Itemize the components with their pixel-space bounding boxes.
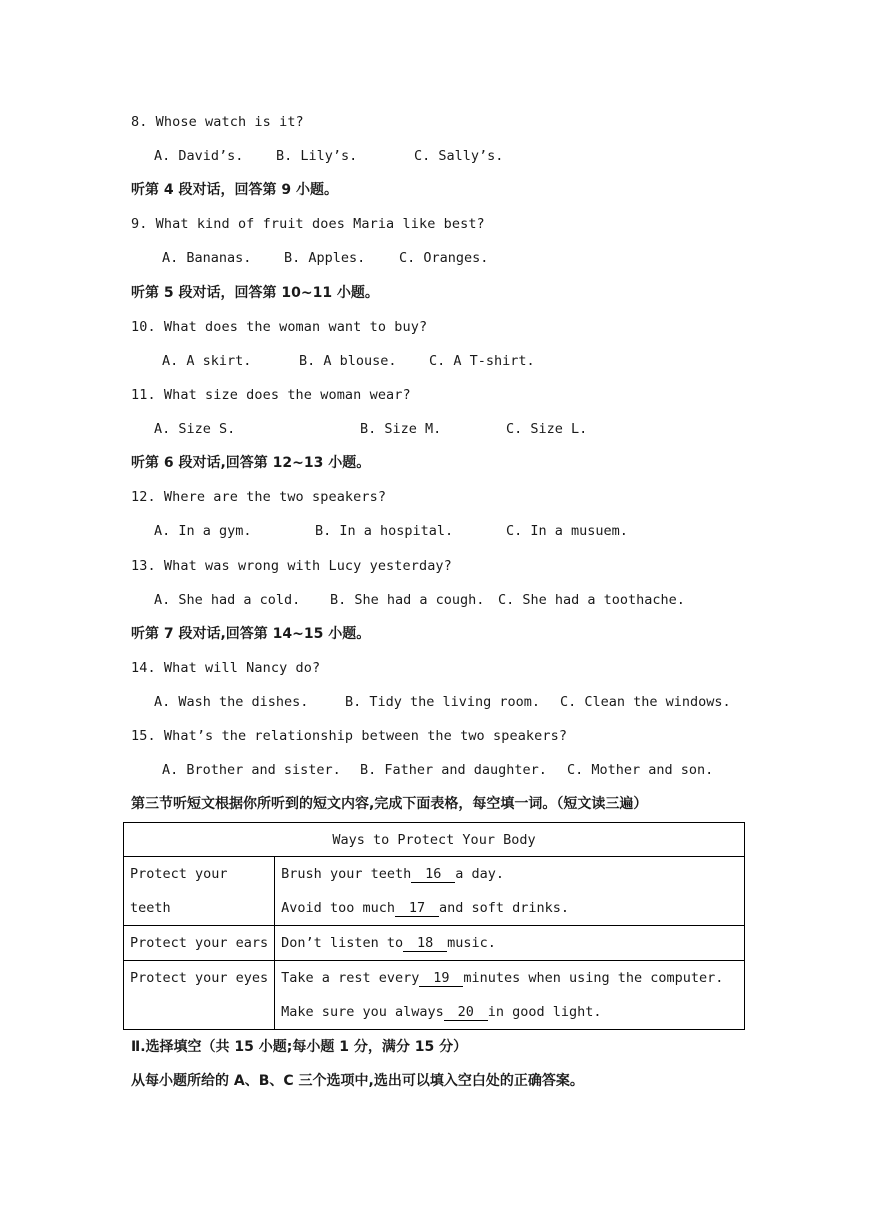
q13-option-b: B. She had a cough. [330, 592, 485, 608]
q15-option-a: A. Brother and sister. [162, 762, 341, 778]
row-content-teeth [275, 857, 745, 926]
q10-option-a: A. A skirt. [162, 353, 252, 369]
q12-option-b: B. In a hospital. [315, 523, 454, 539]
q14-option-b: B. Tidy the living room. [345, 694, 541, 710]
table-row [124, 961, 745, 1030]
q12-option-a: A. In a gym. [154, 523, 252, 539]
table-row [124, 857, 745, 926]
q14-option-a: A. Wash the dishes. [154, 694, 309, 710]
q11-option-b: B. Size M. [360, 421, 442, 437]
blank-16: 16 [411, 866, 455, 883]
row-label-eyes [124, 961, 275, 1030]
sentence-text: Don’t listen to [281, 935, 404, 951]
row-label-teeth [124, 857, 275, 926]
question-15: 15. What’s the relationship between the two speakers? [131, 728, 568, 744]
row-label-line: Protect your eyes [130, 970, 269, 986]
blank-17: 17 [395, 900, 439, 917]
sentence-text: Take a rest every [281, 970, 420, 986]
sentence-text: in good light. [487, 1004, 602, 1020]
q12-option-c: C. In a musuem. [506, 523, 628, 539]
q8-option-b: B. Lily’s. [276, 148, 358, 164]
q10-option-c: C. A T-shirt. [429, 353, 535, 369]
q11-option-a: A. Size S. [154, 421, 236, 437]
row-label-line: Protect your [130, 866, 228, 882]
q13-option-a: A. She had a cold. [154, 592, 301, 608]
q14-option-c: C. Clean the windows. [560, 694, 731, 710]
question-13: 13. What was wrong with Lucy yesterday? [131, 558, 452, 574]
sentence-text: minutes when using the computer. [463, 970, 724, 986]
q9-option-b: B. Apples. [284, 250, 366, 266]
heading-dialog-4: 听第 4 段对话，回答第 9 小题。 [131, 182, 338, 198]
blank-19: 19 [419, 970, 463, 987]
q15-option-b: B. Father and daughter. [360, 762, 547, 778]
question-14: 14. What will Nancy do? [131, 660, 321, 676]
q15-option-c: C. Mother and son. [567, 762, 714, 778]
question-10: 10. What does the woman want to buy? [131, 319, 428, 335]
q8-option-a: A. David’s. [154, 148, 244, 164]
q9-option-a: A. Bananas. [162, 250, 252, 266]
sentence-text: Make sure you always [281, 1004, 444, 1020]
table-title: Ways to Protect Your Body [124, 823, 745, 857]
heading-part-2: Ⅱ.选择填空（共 15 小题;每小题 1 分，满分 15 分） [131, 1039, 468, 1055]
sentence-text: a day. [455, 866, 504, 882]
q8-option-c: C. Sally’s. [414, 148, 504, 164]
row-label-line: Protect your ears [130, 935, 269, 951]
q13-option-c: C. She had a toothache. [498, 592, 685, 608]
row-content-ears [275, 926, 745, 961]
q9-option-c: C. Oranges. [399, 250, 489, 266]
sentence-text: and soft drinks. [438, 900, 570, 916]
heading-dialog-6: 听第 6 段对话,回答第 12~13 小题。 [131, 455, 371, 471]
row-label-line: teeth [130, 900, 171, 916]
heading-section-3: 第三节听短文根据你所听到的短文内容,完成下面表格，每空填一词。（短文读三遍） [131, 796, 648, 812]
question-11: 11. What size does the woman wear? [131, 387, 411, 403]
q10-option-b: B. A blouse. [299, 353, 397, 369]
q11-option-c: C. Size L. [506, 421, 588, 437]
sentence-text: music. [447, 935, 496, 951]
heading-dialog-5: 听第 5 段对话，回答第 10~11 小题。 [131, 285, 379, 301]
part-2-instructions: 从每小题所给的 A、B、C 三个选项中,选出可以填入空白处的正确答案。 [131, 1073, 584, 1089]
sentence-text: Avoid too much [281, 900, 395, 916]
heading-dialog-7: 听第 7 段对话,回答第 14~15 小题。 [131, 626, 371, 642]
blank-20: 20 [444, 1004, 488, 1021]
row-content-eyes [275, 961, 745, 1030]
row-label-ears [124, 926, 275, 961]
table-row [124, 926, 745, 961]
question-9: 9. What kind of fruit does Maria like best? [131, 216, 485, 232]
ways-table [123, 822, 745, 1030]
question-12: 12. Where are the two speakers? [131, 489, 387, 505]
sentence-text: Brush your teeth [281, 866, 412, 882]
blank-18: 18 [403, 935, 447, 952]
question-8: 8. Whose watch is it? [131, 114, 304, 130]
